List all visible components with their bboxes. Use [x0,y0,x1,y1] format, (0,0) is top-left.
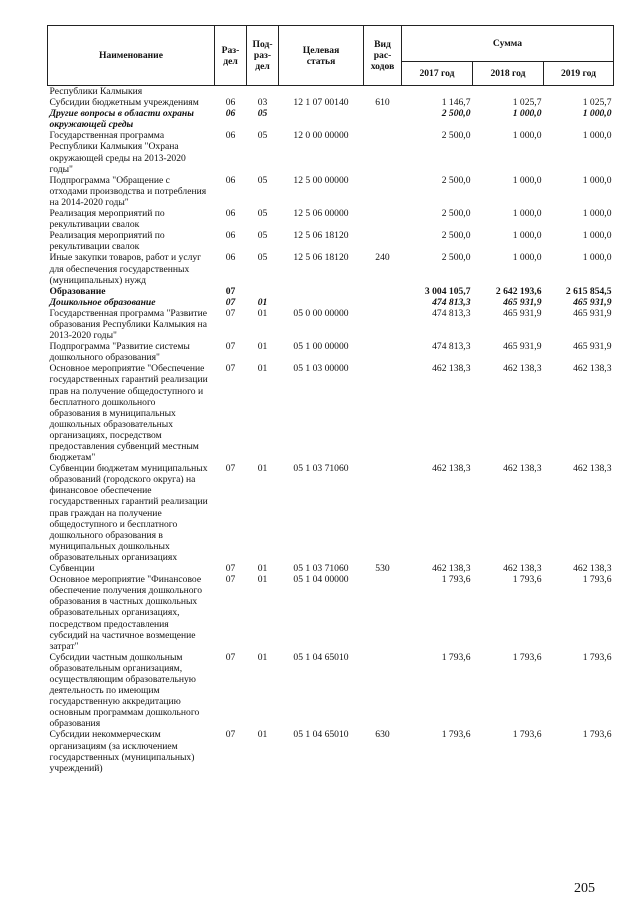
table-row [48,175,614,208]
row-section: 07 [225,285,236,297]
row-name: Дошкольное образование [49,296,156,308]
row-section: 07 [225,341,236,353]
table-row [48,86,614,98]
row-subsection: 01 [257,729,268,741]
row-sum-2019: 1 025,7 [582,97,612,109]
row-expense-type [364,130,402,174]
row-target-article: 12 5 06 18120 [293,252,349,264]
table-row [48,230,614,252]
row-section [215,86,247,98]
row-sum-2017: 474 813,3 [432,341,471,353]
row-target-article: 05 1 04 65010 [293,651,349,663]
row-section: 06 [225,230,236,242]
row-subsection: 05 [257,108,268,120]
row-sum-2019: 2 615 854,5 [565,285,612,297]
row-name: Государственная программа "Развитие образования Республики Калмыкия на 2013-2020 годы" [49,307,208,342]
row-sum-2019: 1 793,6 [582,574,612,586]
table-body [48,86,614,774]
row-section: 07 [225,363,236,375]
row-sum-2017: 2 500,0 [441,174,471,186]
row-sum-2017: 462 138,3 [432,463,471,475]
table-row [48,252,614,285]
row-expense-type [364,341,402,363]
row-expense-type [364,108,402,130]
row-sum-2018: 1 000,0 [512,252,542,264]
table-row [48,652,614,730]
row-sum-2019: 1 000,0 [582,174,612,186]
row-name: Основное мероприятие "Финансовое обеспечение получения дошкольного образования в частных дошкольных образовательных организациях, посредством предоставления субсидий на частичное возмещение затрат" [49,574,203,652]
row-expense-type [364,363,402,463]
row-sum-2019: 1 000,0 [582,208,612,220]
row-subsection: 01 [257,574,268,586]
table-header-row [48,26,614,62]
row-target-article: 12 5 00 00000 [293,174,349,186]
row-sum-2017: 2 500,0 [441,230,471,242]
row-sum-2018: 1 025,7 [512,97,542,109]
table-row [48,363,614,463]
row-expense-type: 630 [375,729,390,741]
row-sum-2017: 1 793,6 [441,574,471,586]
row-sum-2018: 465 931,9 [503,296,542,308]
row-subsection: 05 [257,252,268,264]
row-name: Основное мероприятие "Обеспечение государственных гарантий реализации прав на получение общедоступного и бесплатного дошкольного образования в муниципальных дошкольных образовательных организациях, посредством предоставления субвенций местным бюджетам" [49,363,208,464]
row-sum-2018: 1 793,6 [512,729,542,741]
row-subsection: 03 [257,97,268,109]
row-section: 07 [225,574,236,586]
row-sum-2017: 3 004 105,7 [424,285,471,297]
row-section: 07 [225,651,236,663]
row-target-article [279,297,364,308]
row-expense-type: 240 [375,252,390,264]
row-target-article: 12 0 00 00000 [293,130,349,142]
row-sum-2019: 465 931,9 [573,296,612,308]
row-sum-2019: 1 000,0 [582,252,612,264]
row-sum-2018: 1 000,0 [512,174,542,186]
row-section: 06 [225,97,236,109]
row-sum-2019: 462 138,3 [573,563,612,575]
row-name: Реализация мероприятий по рекультивации свалок [49,230,165,253]
row-section: 07 [225,296,236,308]
row-name: Субвенции [49,563,95,575]
row-sum-2017: 1 793,6 [441,651,471,663]
row-sum-2018: 1 793,6 [512,574,542,586]
row-name: Подпрограмма "Обращение с отходами производства и потребления на 2014-2020 годы" [49,174,207,208]
row-section: 06 [225,252,236,264]
row-sum-2017: 462 138,3 [432,563,471,575]
row-sum-2019 [544,86,614,98]
row-sum-2017: 474 813,3 [432,307,471,319]
table-row [48,341,614,363]
page-number: 205 [574,881,595,896]
row-subsection: 05 [257,174,268,186]
row-section: 07 [225,729,236,741]
row-target-article: 05 1 00 00000 [293,341,349,353]
row-subsection [247,286,279,297]
row-target-article: 05 0 00 00000 [293,307,349,319]
row-subsection: 05 [257,208,268,220]
row-sum-2019: 1 000,0 [582,130,612,142]
row-expense-type [364,652,402,730]
row-sum-2019: 1 000,0 [582,108,612,120]
row-subsection: 01 [257,341,268,353]
row-expense-type [364,175,402,208]
header-year-2017: 2017 год [402,62,473,86]
row-expense-type [364,286,402,297]
row-section: 07 [225,563,236,575]
row-sum-2018: 465 931,9 [503,307,542,319]
header-expense-type: Вид рас- ходов [364,26,402,86]
row-name: Субвенции бюджетам муниципальных образований (городского округа) на финансовое обеспечение государственных гарантий реализации прав граждан на получение общедоступного и бесплатного дошкольного образования в муниципальных дошкольных образовательных организациях [49,463,208,563]
row-sum-2019: 465 931,9 [573,307,612,319]
table-row [48,574,614,652]
budget-table [47,25,614,774]
row-sum-2018: 1 000,0 [512,230,542,242]
table-row [48,297,614,308]
row-target-article [279,108,364,130]
row-target-article: 12 1 07 00140 [293,97,349,109]
row-target-article: 12 5 06 18120 [293,230,349,242]
row-section: 06 [225,108,236,120]
row-name: Подпрограмма "Развитие системы дошкольного образования" [49,341,190,364]
table-row [48,729,614,773]
table-row [48,563,614,574]
row-subsection: 01 [257,651,268,663]
row-name: Государственная программа Республики Калмыкия "Охрана окружающей среды на 2013-2020 годы" [49,130,186,175]
row-name: Другие вопросы в области охраны окружающей среды [49,108,194,131]
row-sum-2019: 462 138,3 [573,463,612,475]
row-target-article: 05 1 03 71060 [293,463,349,475]
header-year-2018: 2018 год [473,62,544,86]
header-section: Раз- дел [215,26,247,86]
row-sum-2018: 462 138,3 [503,463,542,475]
header-target-article: Целевая статья [279,26,364,86]
row-target-article: 05 1 03 71060 [293,563,349,575]
table-row [48,108,614,130]
row-section: 07 [225,463,236,475]
row-sum-2018: 1 793,6 [512,651,542,663]
row-name: Субсидии частным дошкольным образовательным организациям, осуществляющим образовательную деятельность по имеющим государственную аккредитацию основным программам дошкольного образования [49,651,200,730]
header-sum: Сумма [402,26,614,62]
row-section: 07 [225,307,236,319]
row-subsection: 01 [257,307,268,319]
row-sum-2018: 1 000,0 [512,130,542,142]
row-name: Иные закупки товаров, работ и услуг для обеспечения государственных (муниципальных) нужд [49,252,202,286]
row-name: Республики Калмыкия [49,86,143,97]
row-sum-2018 [473,86,544,98]
row-sum-2019: 1 000,0 [582,230,612,242]
row-name: Субсидии бюджетным учреждениям [49,97,199,109]
row-subsection: 01 [257,296,268,308]
row-target-article [279,286,364,297]
row-sum-2019: 465 931,9 [573,341,612,353]
row-sum-2019: 462 138,3 [573,363,612,375]
row-sum-2017: 474 813,3 [432,296,471,308]
table-row [48,97,614,108]
row-sum-2019: 1 793,6 [582,729,612,741]
row-section: 06 [225,174,236,186]
row-expense-type: 530 [375,563,390,575]
table-row [48,308,614,341]
row-expense-type [364,86,402,98]
row-expense-type: 610 [375,97,390,109]
row-target-article: 12 5 06 00000 [293,208,349,220]
row-sum-2017 [402,86,473,98]
row-expense-type [364,308,402,341]
table-row [48,463,614,563]
row-subsection: 01 [257,363,268,375]
row-target-article: 05 1 04 65010 [293,729,349,741]
row-section: 06 [225,208,236,220]
row-sum-2017: 2 500,0 [441,252,471,264]
row-sum-2017: 2 500,0 [441,130,471,142]
row-subsection [247,86,279,98]
row-sum-2017: 462 138,3 [432,363,471,375]
row-expense-type [364,230,402,252]
header-year-2019: 2019 год [544,62,614,86]
header-subsection: Под- раз- дел [247,26,279,86]
row-subsection: 05 [257,230,268,242]
table-row [48,286,614,297]
row-name: Образование [49,285,106,297]
row-target-article: 05 1 03 00000 [293,363,349,375]
row-target-article [279,86,364,98]
header-name: Наименование [48,26,215,86]
row-subsection: 05 [257,130,268,142]
row-subsection: 01 [257,563,268,575]
row-sum-2017: 1 146,7 [441,97,471,109]
row-expense-type [364,574,402,652]
row-sum-2018: 2 642 193,6 [495,285,542,297]
row-name: Реализация мероприятий по рекультивации свалок [49,208,165,231]
table-row [48,208,614,230]
row-section: 06 [225,130,236,142]
row-subsection: 01 [257,463,268,475]
row-sum-2018: 462 138,3 [503,563,542,575]
row-sum-2017: 2 500,0 [441,208,471,220]
row-sum-2018: 1 000,0 [512,208,542,220]
table-row [48,130,614,174]
row-expense-type [364,463,402,563]
row-expense-type [364,297,402,308]
row-sum-2018: 462 138,3 [503,363,542,375]
row-name: Субсидии некоммерческим организациям (за исключением государственных (муниципальных) учреждений) [49,729,195,774]
row-sum-2018: 465 931,9 [503,341,542,353]
row-target-article: 05 1 04 00000 [293,574,349,586]
row-sum-2018: 1 000,0 [512,108,542,120]
row-sum-2019: 1 793,6 [582,651,612,663]
row-sum-2017: 2 500,0 [441,108,471,120]
row-sum-2017: 1 793,6 [441,729,471,741]
row-expense-type [364,208,402,230]
